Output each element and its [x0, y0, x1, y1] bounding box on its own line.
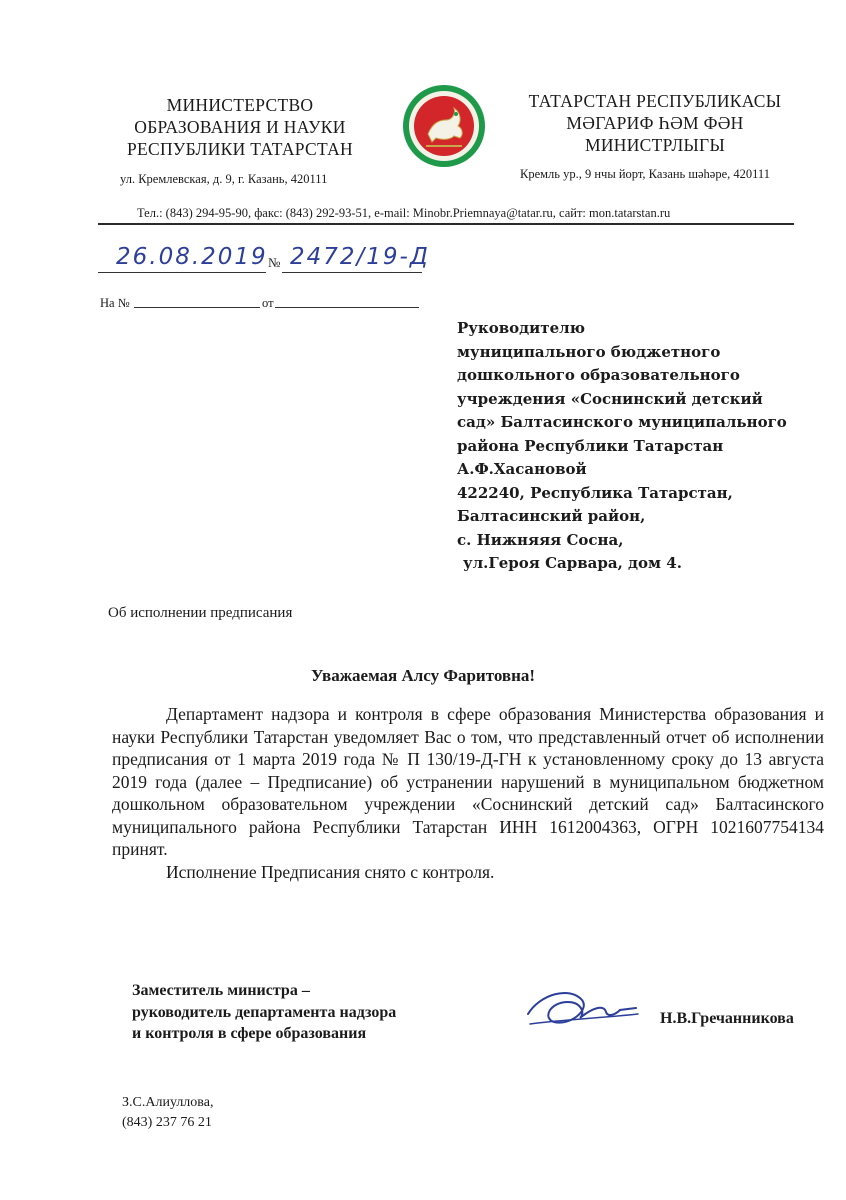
addressee-line: муниципального бюджетного — [457, 342, 721, 361]
signatory-title — [132, 980, 396, 1045]
addressee-line: ул.Героя Сарвара, дом 4. — [463, 554, 682, 572]
ministry-name-tt-line: МИНИСТРЛЫГЫ — [584, 135, 726, 155]
addressee-line: Руководителю — [457, 319, 586, 337]
addressee-block — [457, 317, 817, 576]
ministry-name-ru — [100, 94, 380, 160]
executor-info — [122, 1093, 213, 1133]
ministry-address-ru: ул. Кремлевская, д. 9, г. Казань, 420111 — [120, 172, 328, 186]
addressee-line: района Республики Татарстан — [457, 436, 724, 455]
signatory-title-line: Заместитель министра – — [132, 982, 310, 999]
number-label: № — [268, 255, 281, 270]
addressee-line: Балтасинский район, — [457, 507, 646, 525]
reference-date-line — [275, 307, 419, 308]
addressee-line: с. Нижняяя Сосна, — [457, 530, 624, 549]
body-paragraph: Департамент надзора и контроля в сфере образования Министерства образования и науки Республики Татарстан уведомляет Вас о том, что представленный отчет об исполнении предписания от 1 марта 2019 года № П 130/19-Д-ГН к установленному сроку до 13 августа 2019 года (далее – Предписание) об устранении нарушений в муниципальном бюджетном дошкольном образовательном учреждении «Соснинский детский сад» Балтасинского муниципального района Республики Татарстан ИНН 1612004363, ОГРН 1021607754134 принят. — [112, 704, 824, 859]
ministry-name-ru-line: РЕСПУБЛИКИ ТАТАРСТАН — [126, 139, 353, 159]
executor-name: З.С.Алиуллова, — [122, 1095, 214, 1110]
letter-subject: Об исполнении предписания — [108, 605, 293, 621]
ministry-address-tt: Кремль ур., 9 нчы йорт, Казань шәһәре, 420111 — [520, 167, 770, 181]
ministry-name-ru-line: МИНИСТЕРСТВО — [166, 95, 314, 115]
header-divider — [98, 223, 794, 225]
reference-from-label: от — [262, 296, 274, 310]
signatory-name: Н.В.Гречанникова — [660, 1010, 794, 1027]
signatory-title-line: и контроля в сфере образования — [132, 1025, 367, 1042]
ministry-contacts: Тел.: (843) 294-95-90, факс: (843) 292-93-51, e-mail: Minobr.Priemnaya@tatar.ru, сайт: mon.tatarstan.ru — [137, 206, 671, 220]
executor-phone: (843) 237 76 21 — [122, 1115, 212, 1130]
tatarstan-emblem-icon — [402, 84, 486, 168]
addressee-line: 422240, Республика Татарстан, — [457, 483, 733, 502]
reference-number-line — [134, 307, 260, 308]
handwritten-signature-icon — [520, 984, 640, 1034]
salutation: Уважаемая Алсу Фаритовна! — [310, 666, 536, 685]
addressee-line: сад» Балтасинского муниципального — [457, 413, 787, 431]
reference-number-label: На № — [100, 296, 130, 310]
reference-row — [100, 296, 130, 311]
signatory-title-line: руководитель департамента надзора — [132, 1003, 397, 1021]
registration-date: 26.08.2019 — [116, 244, 268, 270]
ministry-name-tt-line: ТАТАРСТАН РЕСПУБЛИКАСЫ — [528, 91, 782, 111]
registration-number: 2472/19-Д — [290, 244, 430, 270]
addressee-line: А.Ф.Хасановой — [457, 460, 587, 478]
addressee-line: учреждения «Соснинский детский — [457, 389, 763, 408]
letter-body — [112, 703, 824, 883]
date-underline — [98, 272, 266, 273]
ministry-name-ru-line: ОБРАЗОВАНИЯ И НАУКИ — [134, 117, 346, 137]
body-paragraph: Исполнение Предписания снято с контроля. — [166, 861, 495, 882]
addressee-line: дошкольного образовательного — [457, 366, 740, 384]
ministry-name-tt-line: МӘГАРИФ ҺӘМ ФӘН — [566, 113, 744, 133]
ministry-name-tt — [500, 90, 810, 156]
number-underline — [282, 272, 422, 273]
